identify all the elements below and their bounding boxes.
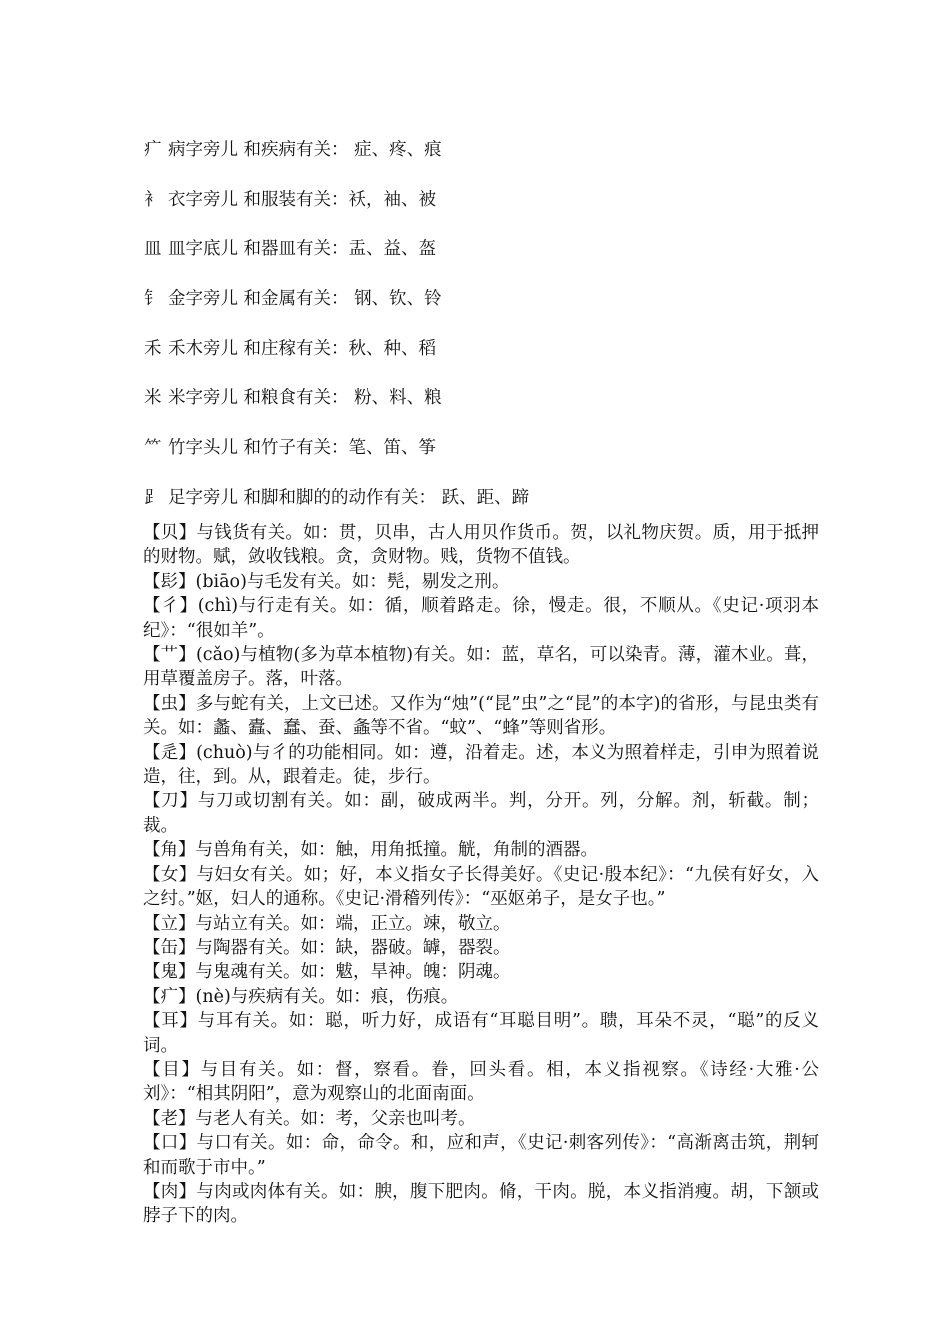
paragraph-chong: 【虫】多与蛇有关，上文已述。又作为“烛”(“昆”虫”之“昆”的本字)的省形，与昆虫类有关。如：蠡、蠹、蠢、蚕、螽等不省。“蚊”、“蜂”等则省形。 [143,693,819,739]
radical-text: 禾木旁儿 和庄稼有关：秋、种、稻 [168,338,437,359]
radical-text: 病字旁儿 和疾病有关： 症、疼、痕 [168,140,442,160]
paragraph-cao: 【艹】(cǎo)与植物(多为草本植物)有关。如：蓝，草名，可以染青。薄，灌木业。葺，用草覆盖房子。落，叶落。 [143,645,819,690]
radical-row [144,138,844,163]
paragraph-nv: 【女】与妇女有关。如；好，本义指女子长得美好。《史记·殷本纪》：“九侯有好女，入之纣。”妪，妇人的通称。《史记·滑稽列传》：“巫妪弟子，是女子也。” [143,864,819,910]
paragraph-biao: 【髟】(biāo)与毛发有关。如：髡，剔发之刑。 [143,571,510,592]
radical-glyph: 米 [144,388,162,409]
radical-row [144,237,844,262]
paragraph-lao: 【老】与老人有关。如：考，父亲也叫考。 [143,1108,476,1129]
paragraph-mu: 【目】与目有关。如：督，察看。眷，回头看。相，本义指视察。《诗经·大雅·公刘》：“相其阴阳”，意为观察山的北面南面。 [143,1059,819,1105]
radical-row [144,337,844,362]
radical-text: 竹字头儿 和竹子有关：笔、笛、筝 [168,438,437,459]
paragraph-rou: 【肉】与肉或肉体有关。如：腴，腹下肥肉。脩，干肉。脱，本义指消瘦。胡，下颔或脖子下的肉。 [143,1181,819,1227]
paragraph-chi: 【彳】(chì)与行走有关。如：循，顺着路走。徐，慢走。很，不顺从。《史记·项羽本纪》：“很如羊”。 [143,596,819,641]
radical-row [144,386,844,411]
radical-text: 足字旁儿 和脚和脚的的动作有关： 跃、距、蹄 [168,487,530,508]
radical-row [144,486,844,511]
radical-text: 金字旁儿 和金属有关： 钢、钦、铃 [168,289,442,310]
paragraph-er: 【耳】与耳有关。如：聪，听力好，成语有“耳聪目明”。聩，耳朵不灵，“聪”的反义词。 [143,1011,819,1056]
paragraph-li: 【立】与站立有关。如：端，正立。竦，敬立。 [143,913,511,934]
radical-list [144,138,844,536]
radical-explanations [143,521,819,1229]
radical-glyph: 禾 [144,338,162,359]
paragraph-ne: 【疒】(nè)与疾病有关。如：痕，伤痕。 [143,986,459,1007]
radical-glyph: ⺮ [144,438,162,459]
radical-row [144,436,844,461]
paragraph-chuo: 【辵】(chuò)与彳的功能相同。如：遵，沿着走。述，本义为照着样走，引申为照着说造，往，到。从，跟着走。徒，步行。 [143,742,819,788]
radical-text: 米字旁儿 和粮食有关： 粉、料、粮 [168,388,442,409]
radical-glyph: 钅 [144,289,162,310]
paragraph-jiao: 【角】与兽角有关，如：触，用角抵撞。觥，角制的酒器。 [143,840,598,861]
radical-row [144,287,844,312]
radical-glyph: 皿 [144,239,162,260]
radical-glyph: 疒 [144,140,162,160]
paragraph-bei: 【贝】与钱货有关。如：贯，贝串，古人用贝作货币。贺，以礼物庆贺。质，用于抵押的财物。赋，敛收钱粮。贪，贪财物。贱，货物不值钱。 [143,523,819,568]
radical-row [144,188,844,213]
radical-text: 衣字旁儿 和服装有关：袄，袖、被 [168,189,437,210]
radical-glyph: ⻊ [144,487,162,508]
radical-text: 皿字底儿 和器皿有关：盂、益、盔 [168,239,437,260]
paragraph-fou: 【缶】与陶器有关。如：缺，器破。罅，器裂。 [143,937,511,958]
paragraph-kou: 【口】与口有关。如：命，命令。和，应和声，《史记·刺客列传》：“高渐离击筑，荆轲和而歌于市中。” [143,1133,819,1178]
paragraph-dao: 【刀】与刀或切割有关。如：副，破成两半。判，分开。列，分解。剂，斩截。制；裁。 [143,791,819,836]
paragraph-gui: 【鬼】与鬼魂有关。如：魃，旱神。魄：阴魂。 [143,962,511,983]
radical-glyph: 衤 [144,189,162,210]
